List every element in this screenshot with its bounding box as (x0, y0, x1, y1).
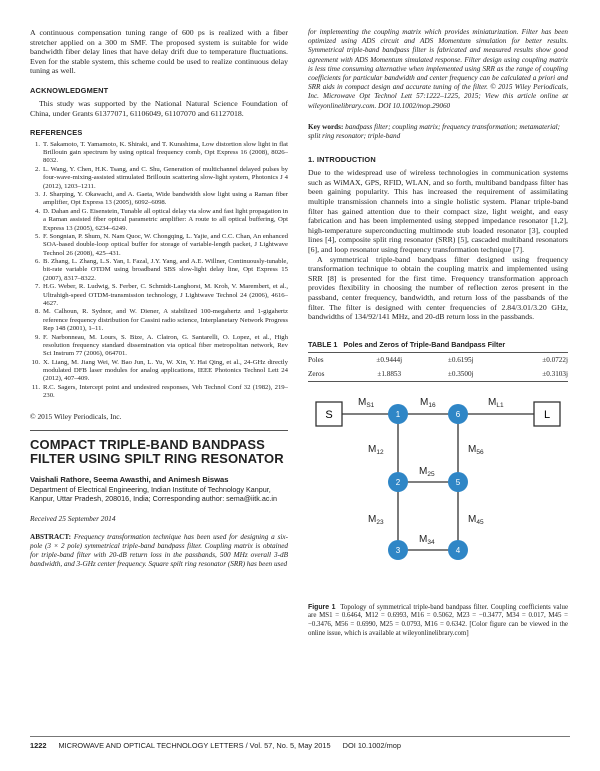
reference-item (30, 233, 288, 257)
article-title: COMPACT TRIPLE-BAND BANDPASS FILTER USING SPILT RING RESONATOR (30, 436, 284, 467)
journal-info: MICROWAVE AND OPTICAL TECHNOLOGY LETTERS / Vol. 57, No. 5, May 2015 (58, 741, 331, 750)
affiliation: Department of Electrical Engineering, Indian Institute of Technology Kanpur, Kanpur, Uttar Pradesh, 208016, India; Corresponding author: sema@iitk.ac.in (30, 484, 278, 503)
node-6-label: 6 (455, 409, 461, 419)
label-m34: $M_{34}$ (419, 533, 435, 546)
reference-number: 9. (34, 333, 40, 341)
table-caption: Poles and Zeros of Triple-Band Bandpass Filter (343, 339, 506, 349)
intro-paragraph-2: A symmetrical triple-band bandpass filter designed using frequency transformation technique to obtain the coupling matrix and implemented using SRR [8] is presented for the first time. Frequency transformation approach provides flexibility in choosing the number of reflection zeros present in the passband, center frequency, bandwidth, and return loss of the passbands of the filter. The filter is designed with center frequencies of 2.84/3.01/3.20 GHz, bandwidths of 134/92/141 MHz, and 20-dB return loss in the passbands. (308, 254, 568, 322)
authors: Vaishali Rathore, Seema Awasthi, and Animesh Biswas (30, 474, 229, 484)
node-4-label: 4 (455, 545, 461, 555)
reference-number: 3. (34, 191, 40, 199)
topology-diagram (308, 390, 568, 600)
table-cell: ±0.6195j (447, 355, 474, 364)
keywords (308, 123, 568, 141)
copyright: © 2015 Wiley Periodicals, Inc. (30, 411, 122, 421)
reference-list (30, 141, 288, 400)
reference-text: X. Liang, M. Jiang Wei, W. Bao Jun, L. Yu, W. Xin, Y. Hai Qing, et al., 24-GHz directly modulated DFB laser modules for analog applications, IEEE Photonics Technol Lett 24 (2012), 407–409. (43, 358, 288, 382)
right-column (308, 28, 568, 638)
label-m12: $M_{12}$ (368, 443, 384, 456)
keywords-label: Key words: (308, 122, 344, 131)
ack-text: This study was supported by the National Natural Science Foundation of China, under Grants 61377071, 61106049, 61107070 and 61127018. (30, 98, 288, 118)
table-cell: ±0.3103j (496, 367, 568, 382)
table-cell: ±0.0722j (542, 355, 568, 364)
doi: DOI 10.1002/mop (342, 741, 401, 750)
introduction-heading: 1. INTRODUCTION (308, 155, 376, 165)
table-title (308, 340, 568, 353)
label-m23: $M_{23}$ (368, 513, 384, 526)
reference-number: 2. (34, 166, 40, 174)
table-cell: ±1.8853 (354, 367, 425, 382)
reference-item (30, 258, 288, 282)
label-m56: $M_{56}$ (468, 443, 484, 456)
reference-item (30, 283, 288, 307)
intro-paragraph: A continuous compensation tuning range of 600 ps is realized with a fiber stretcher applied on a 300 m SMF. The proposed system is suitable for wide bandwidth fiber delay lines that have delay drift due to temperature fluctuations. Even for the stable system, this scheme could be used to realize continuous delay tuning as well. (30, 28, 288, 76)
page-footer (30, 736, 570, 750)
figure-caption (308, 604, 568, 638)
intro-paragraph-1: Due to the widespread use of wireless technologies in communication systems such as WiMAX, GPS, RFID, WLAN, and so forth, multiband bandpass filter has been gaining popularity. This has increased the requirement of assimilating multiple transmission channels into a single holistic system. Planar triple-band filter has gained attention due to their compact size, light weight, and easy fabrication and has been implemented using stepped impedance resonator [1,2], high-temperature superconducting multimode stub loaded resonator [3], coupled lines [4], composite split ring resonator (SRR) [5], cascaded multiband resonators [6], and loop resonator using frequency transformation technique [7]. (308, 168, 568, 254)
label-ms1: $M_{S1}$ (358, 396, 375, 409)
reference-text: B. Zhang, L. Zhang, L.S. Yan, I. Fazal, J.Y. Yang, and A.E. Willner, Continuously-tunable, bit-rate variable OTDM using broadband SBS slow-light delay line, Opt Express 15 (2007), 8317–8322. (43, 258, 288, 282)
label-m25: $M_{25}$ (419, 465, 435, 478)
table-row (308, 367, 568, 382)
poles-zeros-table (308, 353, 568, 382)
label-ml1: $M_{L1}$ (488, 396, 504, 409)
figure-caption-text: Topology of symmetrical triple-band bandpass filter. Coupling coefficients value are MS1 = 0.6464, M12 = 0.6993, M16 = 0.5062, M23 = −0.3477, M34 = 0.017, M45 = −0.3476, M56 = 0.6990, M25 = 0.0793, M16 = 0.6342. [Color figure can be viewed in the online issue, which is available at wileyonlinelibrary.com] (308, 603, 568, 637)
table-cell: Poles (308, 355, 324, 364)
reference-item (30, 166, 288, 190)
node-1-label: 1 (395, 409, 401, 419)
source-label: S (325, 408, 333, 421)
reference-text: F. Narbonneau, M. Lours, S. Bize, A. Clairon, G. Santarelli, O. Lopez, et al., High resolution frequency standard dissemination via optical fiber metropolitan network, Rev Sci Instrum 77 (2006), 064701. (43, 333, 288, 357)
abstract-label: ABSTRACT: (30, 532, 72, 541)
reference-number: 7. (34, 283, 40, 291)
reference-text: L. Wang, Y. Chen, H.K. Tsang, and C. Shu, Generation of multichannel delayed pulses by four-wave-mixing-assisted stimulated Brillouin scattering slow-light system, Photonics J 4 (2012), 1203–1211. (43, 166, 288, 190)
label-m16: $M_{16}$ (420, 396, 436, 409)
node-2-label: 2 (395, 477, 401, 487)
abstract-text: Frequency transformation technique has been used for designing a six-pole (3 × 2 pole) symmetrical triple-band bandpass filter. Coupling matrix is obtained for triple-band filter with 20-dB return loss in the passbands, 500 MHz overall 3-dB bandwidth, and 3-GHz center frequency. Square spilt ring resonator (SRR) has been used (30, 532, 288, 569)
ack-heading: ACKNOWLEDGMENT (30, 85, 109, 95)
label-m45: $M_{45}$ (468, 513, 484, 526)
table-label: TABLE 1 (308, 339, 338, 349)
reference-number: 10. (31, 358, 40, 366)
abstract-continued: for implementing the coupling matrix which provides miniaturization. Filter has been optimized using ADS circuit and ADS Momentum simulation for better results. Symmetrical triple-band bandpass filter is fabricated and measured results show good agreement with ADS Momentum simulated response. Filter design using coupling matrix is less time consuming alternative when implemented using SRR as the range of coupling coefficients for particular bandwidth and center frequency can be calculated a priori and SRR aids in compact design and accurate tuning of the filter. © 2015 Wiley Periodicals, Inc. Microwave Opt Technol Lett 57:1222–1225, 2015; View this article online at wileyonlinelibrary.com. DOI 10.1002/mop.29060 (308, 28, 568, 110)
reference-item (30, 384, 288, 400)
table-cell: ±0.3500j (425, 367, 496, 382)
divider (30, 430, 288, 431)
reference-number: 6. (34, 258, 40, 266)
reference-item (30, 191, 288, 207)
reference-number: 5. (34, 233, 40, 241)
table-row (308, 353, 568, 367)
received-date: Received 25 September 2014 (30, 513, 116, 523)
reference-text: F. Songnian, P. Shum, N. Nam Quoc, W. Chongqing, L. Yajie, and C.C. Chan, An enhanced SOA-based double-loop optical buffer for storage of variable-length packet, J Lightwave Technol 26 (2008), 425–431. (43, 233, 288, 257)
reference-number: 11. (31, 383, 40, 391)
node-3-label: 3 (395, 545, 401, 555)
reference-item (30, 141, 288, 165)
coupling-lines (342, 414, 534, 550)
node-5-label: 5 (455, 477, 461, 487)
table-cell: Zeros (308, 367, 354, 382)
reference-item (30, 208, 288, 232)
reference-text: R.C. Sagers, Intercept point and undesired responses, Veh Technol Conf 32 (1982), 219–230. (43, 383, 288, 399)
reference-number: 8. (34, 308, 40, 316)
reference-text: H.G. Weber, R. Ludwig, S. Ferber, C. Schmidt-Langhorst, M. Kroh, V. Marembert, et al., Ultrahigh-speed OTDM-transmission technology, J Lightwave Technol 24 (2006), 4616–4627. (43, 283, 288, 307)
reference-item (30, 308, 288, 332)
reference-number: 1. (34, 141, 40, 149)
left-column (30, 28, 288, 569)
reference-text: D. Dahan and G. Eisenstein, Tunable all optical delay via slow and fast light propagation in a Raman assisted fiber optical parametric amplifier: A route to all optical buffering, Opt Express 13 (2005), 6234–6249. (43, 208, 288, 232)
keywords-text: bandpass filter; coupling matrix; frequency transformation; metamaterial; split ring resonator; triple-band (308, 122, 561, 141)
coupling-labels (358, 397, 504, 546)
reference-text: J. Sharping, Y. Okawachi, and A. Gaeta, Wide bandwidth slow light using a Raman fiber amplifier, Opt Express 13 (2005), 6092–6098. (43, 191, 288, 207)
references-heading: REFERENCES (30, 128, 83, 138)
reference-item (30, 334, 288, 358)
reference-number: 4. (34, 208, 40, 216)
load-label: L (543, 408, 551, 421)
table-cell: ±0.9444j (376, 355, 403, 364)
reference-text: T. Sakamoto, T. Yamamoto, K. Shiraki, and T. Kurashima, Low distortion slow light in flat Brillouin gain spectrum by using optical frequency comb, Opt Express 16 (2008), 8026–8032. (43, 141, 288, 165)
figure-label: Figure 1 (308, 603, 336, 611)
page-number: 1222 (30, 741, 47, 750)
reference-item (30, 359, 288, 383)
abstract (30, 533, 288, 570)
reference-text: M. Calhoun, R. Sydnor, and W. Diener, A stabilized 100-megahertz and 1-gigahertz reference frequency distribution for Cassini radio science, Interplanetary Network Progress Rep 148 (2001), 1–11. (43, 308, 288, 332)
